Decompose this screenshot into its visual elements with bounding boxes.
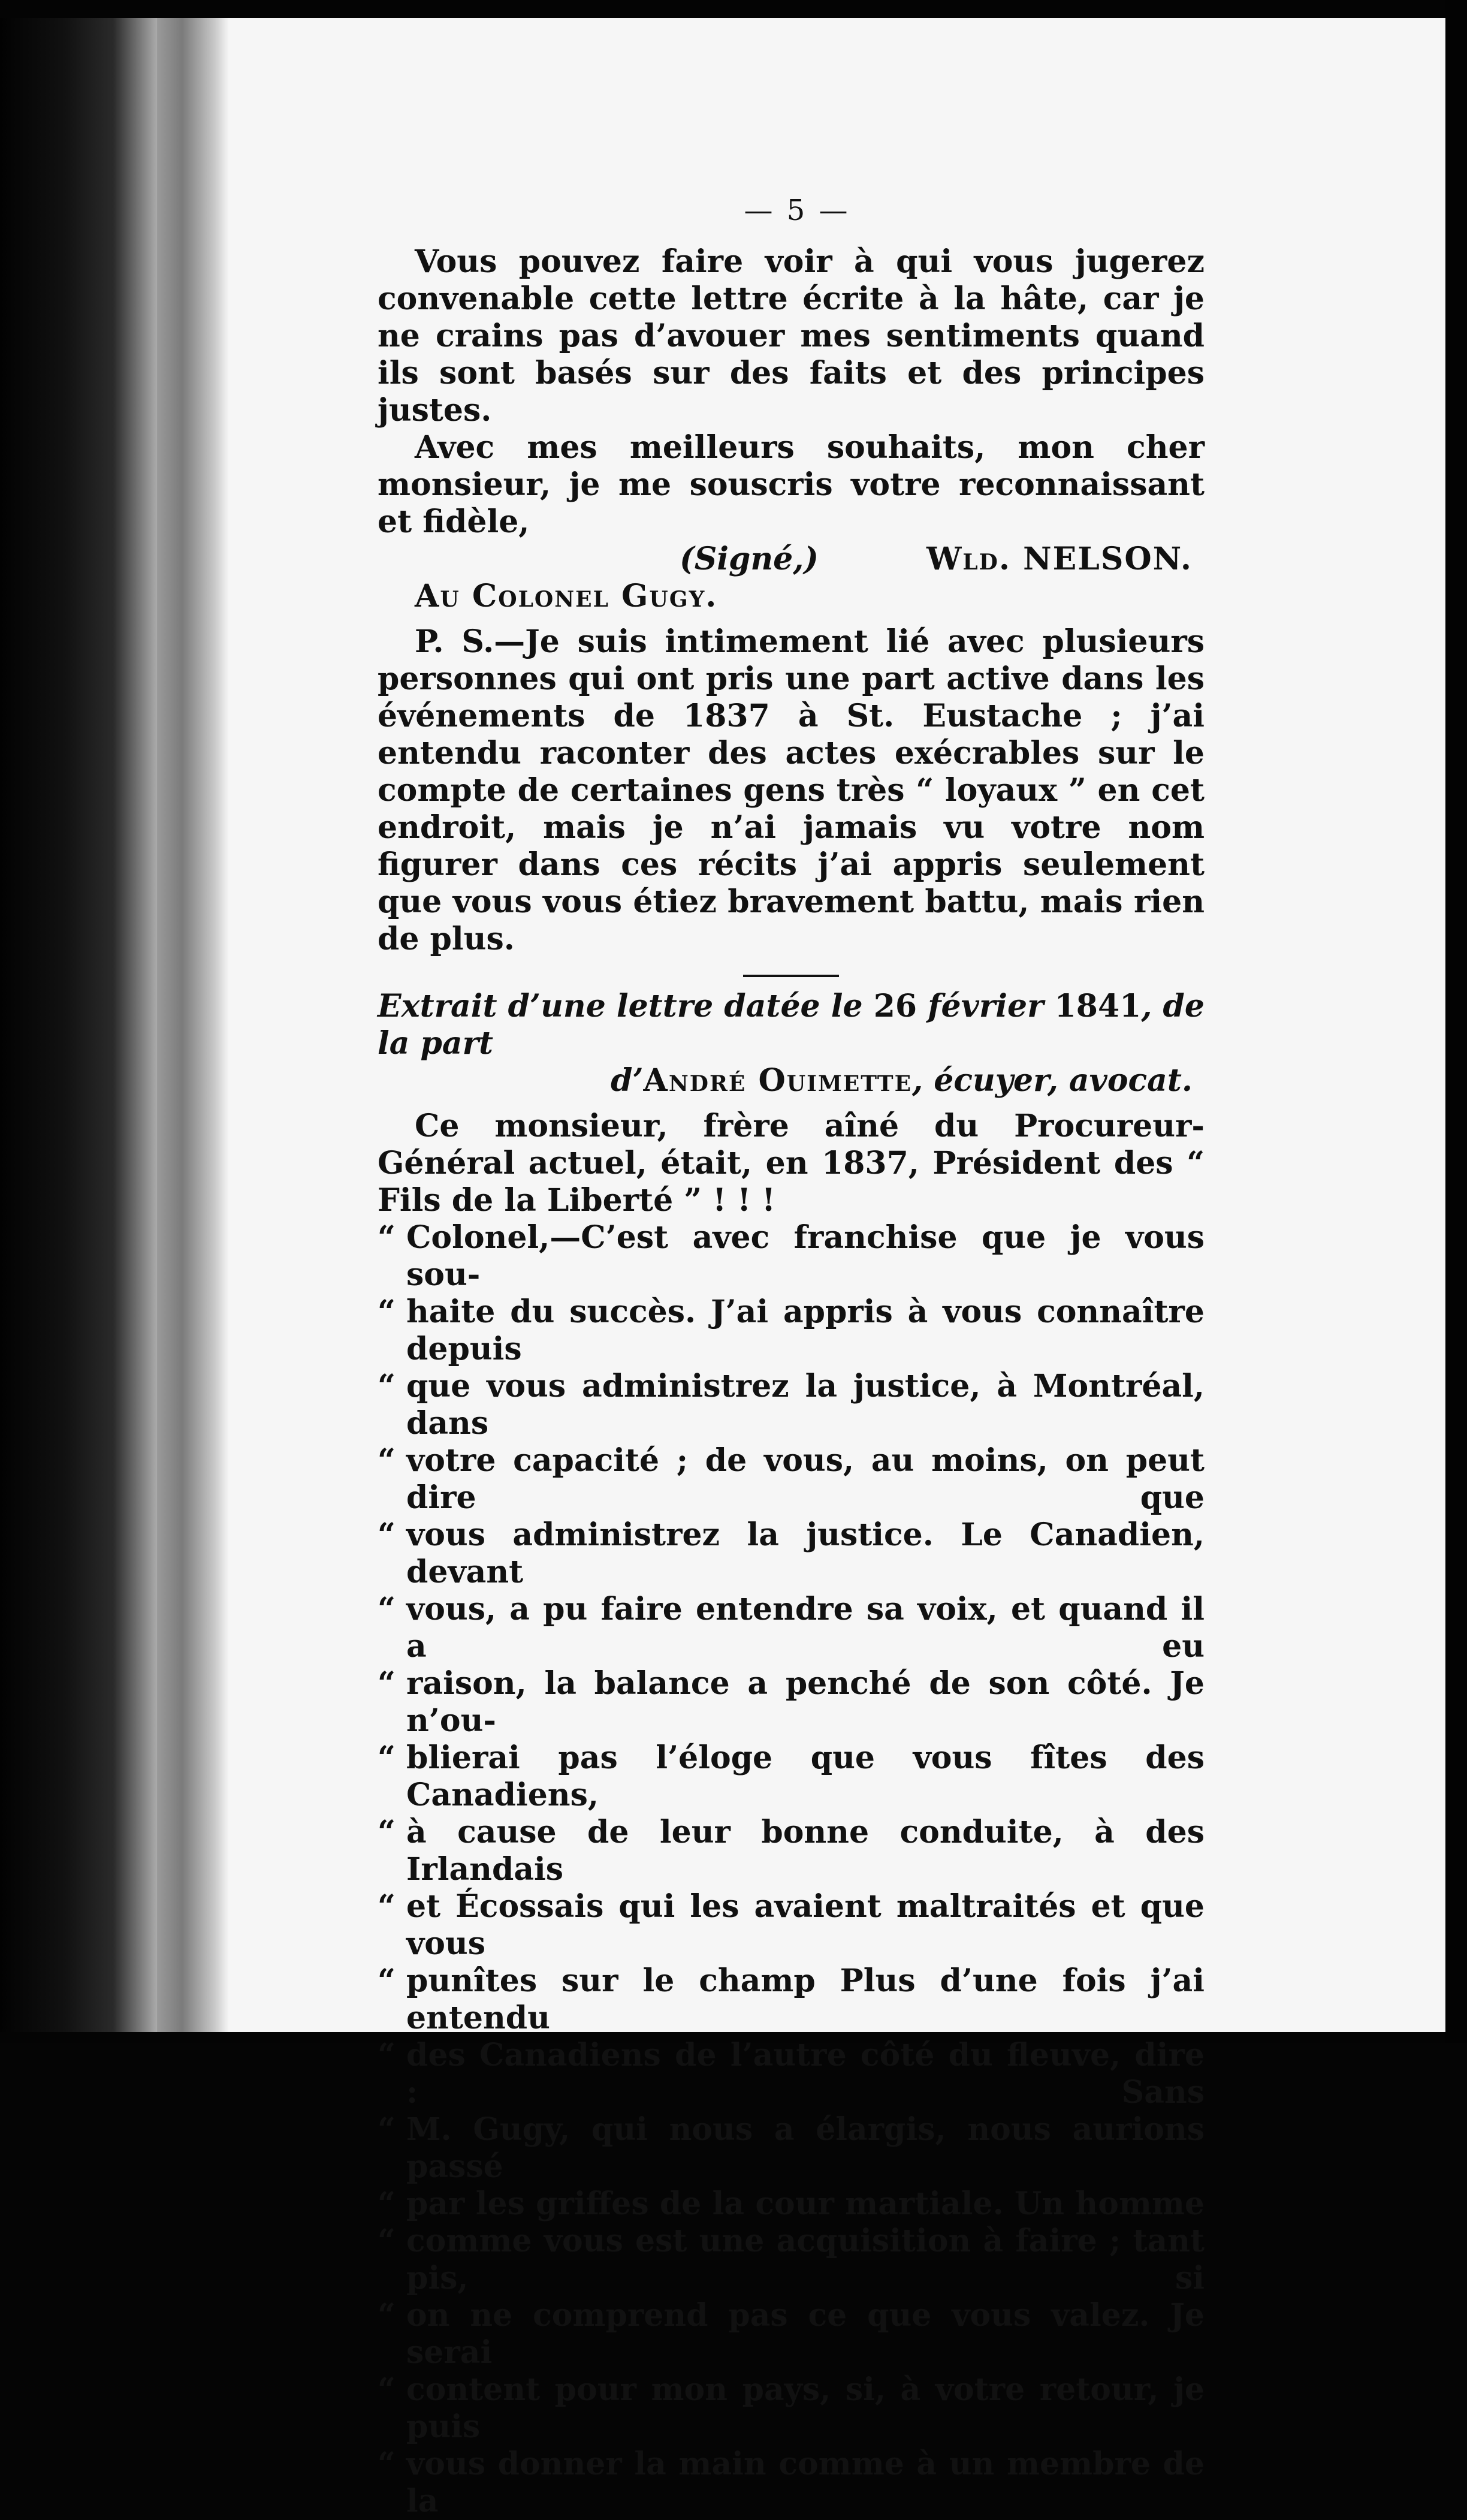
letter-line-text: à cause de leur bonne conduite, à des Irlandais xyxy=(406,1814,1205,1888)
letter-line-text: vous administrez la justice. Le Canadien, devant xyxy=(406,1517,1205,1590)
quote-mark: “ xyxy=(378,1814,396,1850)
letter-line xyxy=(378,1740,1205,1814)
quote-mark: “ xyxy=(378,1963,396,1999)
letter-line xyxy=(378,1294,1205,1368)
signed-label: (Signé,) xyxy=(680,541,819,577)
quote-mark: “ xyxy=(378,2186,396,2222)
scan-border-right xyxy=(1445,0,1467,2043)
page-text xyxy=(378,192,1205,2520)
quote-mark: “ xyxy=(378,1888,396,1925)
extract-author-line: d’André Ouimette, écuyer, avocat. xyxy=(611,1062,1193,1099)
letter-line-text: Colonel,—C’est avec franchise que je vous sou- xyxy=(406,1219,1205,1293)
postscript: P. S.—Je suis intimement lié avec plusieurs personnes qui ont pris une part active dans les événements de 1837 à St. Eustache ; j’ai entendu raconter des actes exécrables sur le compte de certaines gens très “ loyaux ” en cet endroit, mais je n’ai jamais vu votre nom figurer dans ces récits j’ai appris seulement que vous vous étiez bravement battu, mais rien de plus. xyxy=(378,623,1205,957)
letter-line-text: vous donner la main comme à un membre de la xyxy=(406,2446,1205,2519)
paragraph-1: Vous pouvez faire voir à qui vous jugerez convenable cette lettre écrite à la hâte, car je ne crains pas d’avouer mes sentiments quand ils sont basés sur des faits et des principes justes. xyxy=(378,243,1205,429)
letter-line-text: M. Gugy, qui nous a élargis, nous aurions passé xyxy=(406,2111,1205,2185)
letter-line xyxy=(378,1665,1205,1740)
letter-line-text: que vous administrez la justice, à Montréal, dans xyxy=(406,1368,1205,1442)
letter-line-text: comme vous est une acquisition à faire ; tant pis, si xyxy=(406,2223,1205,2296)
letter-line-text: punîtes sur le champ Plus d’une fois j’ai entendu xyxy=(406,1963,1205,2036)
letter-line xyxy=(378,1591,1205,1665)
letter-line xyxy=(378,2037,1205,2111)
intro-paragraph: Ce monsieur, frère aîné du Procureur-Général actuel, était, en 1837, Président des “ Fils de la Liberté ” ! ! ! xyxy=(378,1108,1205,1219)
quote-mark: “ xyxy=(378,2446,396,2482)
quoted-letter xyxy=(378,1219,1205,2520)
quote-mark: “ xyxy=(378,1517,396,1553)
quote-mark: “ xyxy=(378,1665,396,1702)
letter-line-text: blierai pas l’éloge que vous fîtes des Canadiens, xyxy=(406,1740,1205,1813)
signature-line xyxy=(378,541,1205,578)
quote-mark: “ xyxy=(378,2037,396,2073)
letter-line-text: votre capacité ; de vous, au moins, on peut dire que xyxy=(406,1442,1205,1516)
letter-line xyxy=(378,2223,1205,2297)
quote-mark: “ xyxy=(378,1591,396,1627)
letter-line xyxy=(378,2111,1205,2186)
letter-line xyxy=(378,1442,1205,1517)
letter-line-text: raison, la balance a penché de son côté. Je n’ou- xyxy=(406,1665,1205,1739)
letter-line xyxy=(378,1368,1205,1442)
page-number: — 5 — xyxy=(744,194,850,227)
quote-mark: “ xyxy=(378,1368,396,1404)
letter-line-text: par les griffes de la cour martiale. Un homme xyxy=(406,2186,1205,2222)
quote-mark: “ xyxy=(378,1294,396,1330)
quote-mark: “ xyxy=(378,2223,396,2259)
letter-line xyxy=(378,2297,1205,2371)
letter-line-text: on ne comprend pas ce que vous valez. Je serai xyxy=(406,2297,1205,2371)
letter-line-text: des Canadiens de l’autre côté du fleuve, dire : Sans xyxy=(406,2037,1205,2111)
letter-line-text: et Écossais qui les avaient maltraités et que vous xyxy=(406,1888,1205,1962)
letter-line xyxy=(378,2186,1205,2223)
letter-line-text: vous, a pu faire entendre sa voix, et quand il a eu xyxy=(406,1591,1205,1665)
addressee: Au Colonel Gugy. xyxy=(415,578,718,614)
section-divider xyxy=(743,975,839,977)
quote-mark: “ xyxy=(378,1219,396,1256)
scan-border-left xyxy=(0,0,162,2043)
letter-line xyxy=(378,1888,1205,1963)
signature-name: Wld. NELSON. xyxy=(926,541,1193,577)
extract-heading: Extrait d’une lettre datée le 26 février 1841, de la part xyxy=(378,988,1205,1062)
letter-line xyxy=(378,1963,1205,2037)
letter-line-text: content pour mon pays, si, à votre retour, je puis xyxy=(406,2371,1205,2445)
binding-gutter xyxy=(157,18,229,2032)
letter-line xyxy=(378,1219,1205,1294)
quote-mark: “ xyxy=(378,2371,396,2408)
quote-mark: “ xyxy=(378,2297,396,2334)
quote-mark: “ xyxy=(378,1740,396,1776)
letter-line-text: haite du succès. J’ai appris à vous connaître depuis xyxy=(406,1294,1205,1367)
paragraph-2: Avec mes meilleurs souhaits, mon cher monsieur, je me souscris votre reconnaissant et fidèle, xyxy=(378,429,1205,540)
letter-line xyxy=(378,2446,1205,2520)
letter-line xyxy=(378,1517,1205,1591)
letter-line xyxy=(378,2371,1205,2446)
quote-mark: “ xyxy=(378,1442,396,1479)
quote-mark: “ xyxy=(378,2111,396,2148)
letter-line xyxy=(378,1814,1205,1888)
scan-border-top xyxy=(0,0,1467,18)
